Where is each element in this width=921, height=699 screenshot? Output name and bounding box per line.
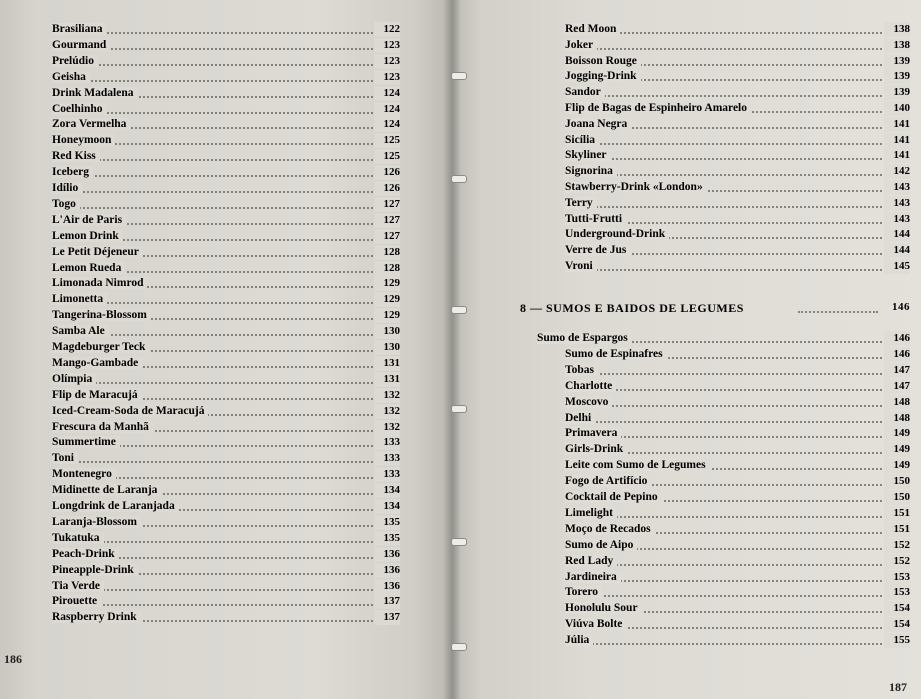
entry-title: Sumo de Espinafres xyxy=(565,348,667,360)
entry-page-number: 150 xyxy=(884,490,910,505)
entry-title: Longdrink de Laranjada xyxy=(52,500,179,512)
entry-title: Stawberry-Drink «London» xyxy=(565,181,707,193)
toc-entry xyxy=(565,411,910,426)
toc-entry xyxy=(565,442,910,457)
entry-title: Jardineira xyxy=(565,571,621,583)
entry-page-number: 124 xyxy=(374,86,400,101)
entry-page-number: 130 xyxy=(374,340,400,355)
entry-page-number: 153 xyxy=(884,570,910,585)
binding-stitch xyxy=(451,538,467,546)
toc-entry xyxy=(52,133,400,148)
toc-entry xyxy=(565,426,910,441)
entry-title: Montenegro xyxy=(52,468,116,480)
entry-title: Delhi xyxy=(565,412,595,424)
dot-leader xyxy=(565,48,910,50)
entry-page-number: 124 xyxy=(374,102,400,117)
toc-entry xyxy=(52,276,400,291)
entry-page-number: 129 xyxy=(374,308,400,323)
entry-title: Viúva Bolte xyxy=(565,618,626,630)
toc-entry xyxy=(565,379,910,394)
toc-entry xyxy=(52,86,400,101)
entry-title: Gourmand xyxy=(52,39,110,51)
entry-page-number: 132 xyxy=(374,420,400,435)
section-page-number: 146 xyxy=(892,301,910,313)
toc-entry xyxy=(565,133,910,148)
entry-title: Tangerina-Blossom xyxy=(52,309,151,321)
entry-title: Terry xyxy=(565,197,597,209)
entry-page-number: 147 xyxy=(884,379,910,394)
toc-entry xyxy=(565,458,910,473)
dot-leader xyxy=(565,269,910,271)
toc-entry xyxy=(565,69,910,84)
toc-entry xyxy=(52,515,400,530)
toc-entry xyxy=(565,196,910,211)
toc-entry xyxy=(52,197,400,212)
entry-title: Vroni xyxy=(565,260,597,272)
entry-page-number: 135 xyxy=(374,515,400,530)
toc-entry xyxy=(565,490,910,505)
binding-stitch xyxy=(451,405,467,413)
entry-page-number: 133 xyxy=(374,435,400,450)
entry-page-number: 135 xyxy=(374,531,400,546)
toc-entry xyxy=(565,347,910,362)
entry-title: Joana Negra xyxy=(565,118,631,130)
entry-page-number: 132 xyxy=(374,388,400,403)
dot-leader xyxy=(52,382,400,384)
entry-title: Limonetta xyxy=(52,293,107,305)
entry-page-number: 143 xyxy=(884,212,910,227)
toc-entry xyxy=(565,474,910,489)
toc-entry xyxy=(52,308,400,323)
entry-page-number: 139 xyxy=(884,85,910,100)
toc-entry xyxy=(565,570,910,585)
entry-title: Fogo de Artifício xyxy=(565,475,651,487)
entry-page-number: 127 xyxy=(374,197,400,212)
toc-entry xyxy=(52,117,400,132)
toc-entry xyxy=(52,388,400,403)
toc-entry xyxy=(565,243,910,258)
entry-title: Cocktail de Pepino xyxy=(565,491,662,503)
entry-title: Lemon Rueda xyxy=(52,262,125,274)
entry-page-number: 153 xyxy=(884,585,910,600)
entry-page-number: 146 xyxy=(884,331,910,346)
toc-entry xyxy=(565,101,910,116)
toc-entry xyxy=(565,585,910,600)
entry-title: Sandor xyxy=(565,86,605,98)
entry-page-number: 138 xyxy=(884,38,910,53)
entry-page-number: 123 xyxy=(374,54,400,69)
entry-title: Le Petit Déjeneur xyxy=(52,246,143,258)
entry-page-number: 131 xyxy=(374,356,400,371)
entry-page-number: 123 xyxy=(374,70,400,85)
toc-entry xyxy=(52,149,400,164)
entry-page-number: 136 xyxy=(374,547,400,562)
entry-page-number: 149 xyxy=(884,442,910,457)
toc-entry xyxy=(52,54,400,69)
dot-leader xyxy=(52,64,400,66)
entry-page-number: 143 xyxy=(884,196,910,211)
entry-page-number: 125 xyxy=(374,133,400,148)
dot-leader xyxy=(798,311,878,313)
toc-entry xyxy=(565,85,910,100)
dot-leader xyxy=(565,643,910,645)
binding-stitch xyxy=(451,643,467,651)
toc-entry xyxy=(565,506,910,521)
entry-title: Peach-Drink xyxy=(52,548,119,560)
dot-leader xyxy=(52,159,400,161)
entry-page-number: 125 xyxy=(374,149,400,164)
entry-page-number: 130 xyxy=(374,324,400,339)
toc-entry xyxy=(565,180,910,195)
entry-page-number: 128 xyxy=(374,261,400,276)
entry-page-number: 134 xyxy=(374,499,400,514)
dot-leader xyxy=(52,541,400,543)
toc-entry xyxy=(52,22,400,37)
dot-leader xyxy=(52,80,400,82)
entry-title: Laranja-Blossom xyxy=(52,516,141,528)
dot-leader xyxy=(52,191,400,193)
entry-page-number: 152 xyxy=(884,538,910,553)
entry-page-number: 142 xyxy=(884,164,910,179)
toc-entry xyxy=(52,499,400,514)
entry-page-number: 132 xyxy=(374,404,400,419)
entry-title: Idílio xyxy=(52,182,82,194)
toc-entry xyxy=(52,435,400,450)
toc-entry xyxy=(52,420,400,435)
section-heading xyxy=(520,301,910,317)
toc-entry xyxy=(52,531,400,546)
entry-page-number: 145 xyxy=(884,259,910,274)
entry-title: Iceberg xyxy=(52,166,93,178)
entry-title: Pineapple-Drink xyxy=(52,564,138,576)
toc-entry xyxy=(565,54,910,69)
dot-leader xyxy=(52,175,400,177)
entry-title: Summertime xyxy=(52,436,120,448)
entry-page-number: 126 xyxy=(374,165,400,180)
toc-entry xyxy=(565,363,910,378)
toc-entry xyxy=(52,245,400,260)
entry-title: Sumo de Espargos xyxy=(537,332,632,344)
entry-title: Frescura da Manhã xyxy=(52,421,153,433)
toc-entry xyxy=(565,395,910,410)
toc-entry xyxy=(52,547,400,562)
entry-page-number: 148 xyxy=(884,411,910,426)
section-label: 8 — SUMOS E BAIDOS DE LEGUMES xyxy=(520,301,744,315)
toc-entry xyxy=(52,181,400,196)
toc-entry xyxy=(52,594,400,609)
entry-title: Signorina xyxy=(565,165,617,177)
entry-title: Tutti-Frutti xyxy=(565,213,626,225)
entry-page-number: 137 xyxy=(374,594,400,609)
toc-entry xyxy=(52,261,400,276)
entry-page-number: 139 xyxy=(884,54,910,69)
dot-leader xyxy=(565,206,910,208)
entry-page-number: 151 xyxy=(884,506,910,521)
toc-entry xyxy=(565,633,910,648)
toc-entry xyxy=(52,579,400,594)
toc-entry xyxy=(537,331,910,346)
entry-page-number: 144 xyxy=(884,243,910,258)
entry-title: Underground-Drink xyxy=(565,228,669,240)
toc-entry xyxy=(52,467,400,482)
entry-title: Leite com Sumo de Legumes xyxy=(565,459,710,471)
entry-page-number: 146 xyxy=(884,347,910,362)
toc-entry xyxy=(52,340,400,355)
binding-stitch xyxy=(451,306,467,314)
entry-title: Sicília xyxy=(565,134,599,146)
entry-title: Tukatuka xyxy=(52,532,104,544)
entry-page-number: 136 xyxy=(374,579,400,594)
entry-page-number: 152 xyxy=(884,554,910,569)
entry-page-number: 133 xyxy=(374,451,400,466)
dot-leader xyxy=(565,373,910,375)
entry-page-number: 150 xyxy=(884,474,910,489)
entry-page-number: 124 xyxy=(374,117,400,132)
entry-title: Tia Verde xyxy=(52,580,104,592)
entry-title: Limelight xyxy=(565,507,617,519)
entry-page-number: 129 xyxy=(374,276,400,291)
toc-entry xyxy=(52,610,400,625)
entry-title: Boisson Rouge xyxy=(565,55,641,67)
toc-entry xyxy=(52,213,400,228)
entry-page-number: 137 xyxy=(374,610,400,625)
entry-title: Torero xyxy=(565,586,602,598)
entry-page-number: 154 xyxy=(884,617,910,632)
toc-entry xyxy=(565,22,910,37)
book-gutter xyxy=(443,0,461,699)
toc-entry xyxy=(52,70,400,85)
toc-entry xyxy=(52,483,400,498)
entry-title: Raspberry Drink xyxy=(52,611,141,623)
right-page-number: 187 xyxy=(889,680,907,694)
entry-page-number: 122 xyxy=(374,22,400,37)
entry-page-number: 138 xyxy=(884,22,910,37)
toc-entry xyxy=(565,212,910,227)
entry-title: Drink Madalena xyxy=(52,87,137,99)
entry-page-number: 127 xyxy=(374,213,400,228)
entry-page-number: 148 xyxy=(884,395,910,410)
entry-title: Geisha xyxy=(52,71,90,83)
dot-leader xyxy=(565,389,910,391)
entry-page-number: 141 xyxy=(884,133,910,148)
entry-title: Júlia xyxy=(565,634,593,646)
entry-title: Honeymoon xyxy=(52,134,115,146)
entry-title: Honolulu Sour xyxy=(565,602,642,614)
entry-page-number: 143 xyxy=(884,180,910,195)
dot-leader xyxy=(52,207,400,209)
dot-leader xyxy=(565,95,910,97)
entry-page-number: 151 xyxy=(884,522,910,537)
entry-title: Samba Ale xyxy=(52,325,109,337)
entry-title: Tobas xyxy=(565,364,598,376)
entry-title: Skyliner xyxy=(565,149,611,161)
dot-leader xyxy=(565,158,910,160)
toc-entry xyxy=(52,404,400,419)
dot-leader xyxy=(565,595,910,597)
entry-title: Flip de Bagas de Espinheiro Amarelo xyxy=(565,102,751,114)
toc-entry xyxy=(565,522,910,537)
entry-title: Magdeburger Teck xyxy=(52,341,149,353)
entry-title: Sumo de Aipo xyxy=(565,539,637,551)
dot-leader xyxy=(565,405,910,407)
entry-title: Brasiliana xyxy=(52,23,106,35)
entry-page-number: 133 xyxy=(374,467,400,482)
toc-entry xyxy=(565,227,910,242)
entry-title: Moscovo xyxy=(565,396,612,408)
dot-leader xyxy=(52,604,400,606)
entry-page-number: 131 xyxy=(374,372,400,387)
entry-page-number: 136 xyxy=(374,563,400,578)
toc-entry xyxy=(52,229,400,244)
toc-entry xyxy=(52,451,400,466)
entry-title: Togo xyxy=(52,198,80,210)
binding-stitch xyxy=(451,72,467,80)
entry-page-number: 134 xyxy=(374,483,400,498)
entry-title: L'Air de Paris xyxy=(52,214,126,226)
toc-entry xyxy=(565,148,910,163)
entry-page-number: 129 xyxy=(374,292,400,307)
entry-title: Zora Vermelha xyxy=(52,118,130,130)
dot-leader xyxy=(52,589,400,591)
entry-title: Prelúdio xyxy=(52,55,98,67)
entry-page-number: 149 xyxy=(884,458,910,473)
toc-entry xyxy=(565,554,910,569)
toc-entry xyxy=(565,38,910,53)
entry-page-number: 155 xyxy=(884,633,910,648)
toc-entry xyxy=(565,164,910,179)
entry-title: Toni xyxy=(52,452,78,464)
entry-title: Joker xyxy=(565,39,597,51)
entry-page-number: 139 xyxy=(884,69,910,84)
entry-page-number: 149 xyxy=(884,426,910,441)
toc-entry xyxy=(565,117,910,132)
entry-page-number: 128 xyxy=(374,245,400,260)
entry-title: Iced-Cream-Soda de Maracujá xyxy=(52,405,208,417)
entry-title: Coelhinho xyxy=(52,103,107,115)
dot-leader xyxy=(565,421,910,423)
binding-stitch xyxy=(451,175,467,183)
toc-entry xyxy=(52,356,400,371)
entry-title: Lemon Drink xyxy=(52,230,123,242)
entry-title: Jogging-Drink xyxy=(565,70,641,82)
entry-page-number: 144 xyxy=(884,227,910,242)
entry-page-number: 141 xyxy=(884,117,910,132)
entry-title: Red Moon xyxy=(565,23,620,35)
toc-entry xyxy=(52,102,400,117)
entry-page-number: 126 xyxy=(374,181,400,196)
entry-title: Moço de Recados xyxy=(565,523,655,535)
entry-title: Girls-Drink xyxy=(565,443,627,455)
toc-entry xyxy=(565,538,910,553)
entry-title: Limonada Nimrod xyxy=(52,277,147,289)
entry-page-number: 140 xyxy=(884,101,910,116)
entry-title: Flip de Maracujá xyxy=(52,389,142,401)
entry-page-number: 147 xyxy=(884,363,910,378)
entry-title: Charlotte xyxy=(565,380,616,392)
toc-entry xyxy=(52,324,400,339)
entry-title: Primavera xyxy=(565,427,621,439)
entry-title: Mango-Gambade xyxy=(52,357,142,369)
toc-entry xyxy=(565,617,910,632)
entry-page-number: 123 xyxy=(374,38,400,53)
entry-title: Red Lady xyxy=(565,555,617,567)
toc-entry xyxy=(52,372,400,387)
entry-title: Verre de Jus xyxy=(565,244,630,256)
toc-entry xyxy=(52,563,400,578)
dot-leader xyxy=(52,461,400,463)
toc-entry xyxy=(565,601,910,616)
toc-entry xyxy=(52,165,400,180)
entry-page-number: 127 xyxy=(374,229,400,244)
toc-entry xyxy=(52,38,400,53)
entry-title: Olímpia xyxy=(52,373,96,385)
entry-title: Red Kiss xyxy=(52,150,100,162)
entry-title: Midinette de Laranja xyxy=(52,484,161,496)
left-page-number: 186 xyxy=(4,652,22,666)
entry-page-number: 141 xyxy=(884,148,910,163)
toc-entry xyxy=(565,259,910,274)
toc-entry xyxy=(52,292,400,307)
entry-title: Pirouette xyxy=(52,595,101,607)
entry-page-number: 154 xyxy=(884,601,910,616)
dot-leader xyxy=(565,143,910,145)
